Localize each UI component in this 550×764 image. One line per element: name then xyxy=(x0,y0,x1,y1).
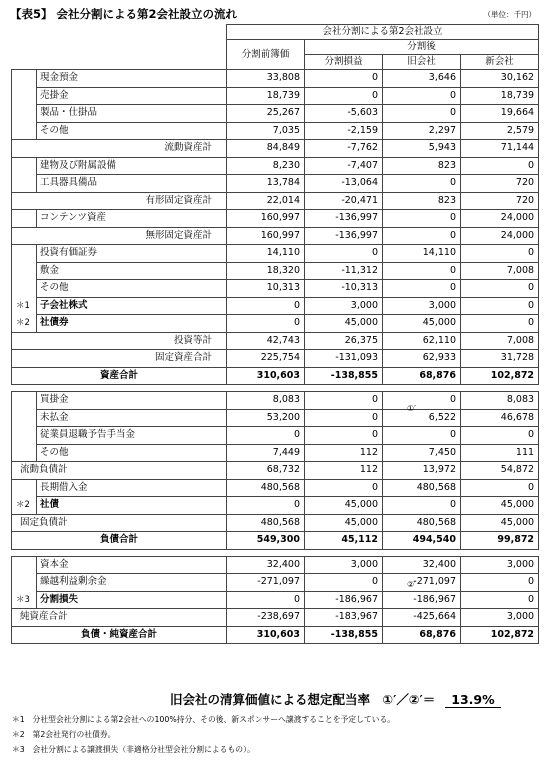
row-label: 現金預金 xyxy=(37,70,227,88)
row-value: 310,603 xyxy=(227,367,305,385)
row-value: 0 xyxy=(461,427,539,445)
row-mark: ＊3 xyxy=(12,591,37,609)
row-label: 未払金 xyxy=(37,409,227,427)
row-value: -20,471 xyxy=(305,192,383,210)
row-value: -136,997 xyxy=(305,210,383,228)
table-row xyxy=(12,227,539,245)
row-value: 3,000 xyxy=(305,556,383,574)
table-row xyxy=(12,122,539,140)
row-value: 8,083 xyxy=(227,392,305,410)
row-value: 0 xyxy=(383,227,461,245)
row-label: 固定資産合計 xyxy=(12,350,227,368)
table-row xyxy=(12,262,539,280)
row-value: 3,000 xyxy=(383,297,461,315)
row-value: 53,200 xyxy=(227,409,305,427)
row-value: 0 xyxy=(383,497,461,515)
row-label: その他 xyxy=(37,444,227,462)
section-gap xyxy=(12,549,539,556)
row-value: -238,697 xyxy=(227,609,305,627)
row-value: 0 xyxy=(227,497,305,515)
row-label: 流動負債計 xyxy=(12,462,227,480)
row-label: 固定負債計 xyxy=(12,514,227,532)
row-value: 0 xyxy=(383,105,461,123)
row-value: 45,112 xyxy=(305,532,383,550)
row-value: 0 xyxy=(461,157,539,175)
row-value: 111 xyxy=(461,444,539,462)
row-label: 繰越利益剰余金 xyxy=(37,574,227,592)
table-row xyxy=(12,532,539,550)
row-value: -183,967 xyxy=(305,609,383,627)
row-mark: ＊2 xyxy=(12,497,37,515)
row-label: 負債・純資産合計 xyxy=(12,626,227,644)
row-value: 62,110 xyxy=(383,332,461,350)
row-label: 製品・仕掛品 xyxy=(37,105,227,123)
row-value: 24,000 xyxy=(461,210,539,228)
row-value: 45,000 xyxy=(461,514,539,532)
balance-sheet-table xyxy=(11,24,539,644)
row-mark xyxy=(12,105,37,123)
table-row xyxy=(12,140,539,158)
table-row xyxy=(12,626,539,644)
row-mark xyxy=(12,444,37,462)
row-mark xyxy=(12,427,37,445)
row-value: 45,000 xyxy=(305,315,383,333)
row-value: 7,035 xyxy=(227,122,305,140)
row-value: 310,603 xyxy=(227,626,305,644)
circle-mark-1: ①′ xyxy=(407,404,416,413)
row-value: 10,313 xyxy=(227,280,305,298)
row-mark xyxy=(12,280,37,298)
table-row xyxy=(12,297,539,315)
table-row xyxy=(12,409,539,427)
row-value: 42,743 xyxy=(227,332,305,350)
row-value: 0 xyxy=(383,210,461,228)
row-value: 0 xyxy=(305,479,383,497)
row-label: 負債合計 xyxy=(12,532,227,550)
footnotes xyxy=(12,712,395,757)
table-row xyxy=(12,280,539,298)
row-value: 68,876 xyxy=(383,626,461,644)
row-value: -138,855 xyxy=(305,367,383,385)
row-value: -2,159 xyxy=(305,122,383,140)
row-value: 720 xyxy=(461,175,539,193)
row-label: 社債券 xyxy=(37,315,227,333)
table-row xyxy=(12,556,539,574)
row-value: 13,784 xyxy=(227,175,305,193)
table-row xyxy=(12,175,539,193)
table-row xyxy=(12,591,539,609)
table-row xyxy=(12,350,539,368)
row-value: -131,093 xyxy=(305,350,383,368)
row-value: 0 xyxy=(227,297,305,315)
row-value: 102,872 xyxy=(461,626,539,644)
row-label: 資産合計 xyxy=(12,367,227,385)
table-row xyxy=(12,210,539,228)
header-new: 新会社 xyxy=(461,55,539,70)
row-value: -138,855 xyxy=(305,626,383,644)
row-value: 22,014 xyxy=(227,192,305,210)
row-value: 68,732 xyxy=(227,462,305,480)
row-value: 0 xyxy=(305,427,383,445)
table-row xyxy=(12,574,539,592)
row-label: コンテンツ資産 xyxy=(37,210,227,228)
row-value: -7,762 xyxy=(305,140,383,158)
row-value: 3,000 xyxy=(461,556,539,574)
row-label: 社債 xyxy=(37,497,227,515)
table-row xyxy=(12,367,539,385)
summary-line xyxy=(170,690,501,708)
section-gap xyxy=(12,385,539,392)
row-mark xyxy=(12,210,37,228)
row-value: -425,664 xyxy=(383,609,461,627)
row-mark xyxy=(12,175,37,193)
row-value: 160,997 xyxy=(227,210,305,228)
row-value: 0 xyxy=(461,280,539,298)
header-group: 会社分割による第2会社設立 xyxy=(227,25,539,40)
row-value: 7,449 xyxy=(227,444,305,462)
row-value: -186,967 xyxy=(305,591,383,609)
row-value: 0 xyxy=(383,87,461,105)
row-mark xyxy=(12,70,37,88)
table-row xyxy=(12,87,539,105)
row-value: 68,876 xyxy=(383,367,461,385)
row-value: 32,400 xyxy=(227,556,305,574)
row-value: 0 xyxy=(305,70,383,88)
row-value: 0 xyxy=(461,574,539,592)
row-value: 8,230 xyxy=(227,157,305,175)
table-row xyxy=(12,497,539,515)
row-mark xyxy=(12,556,37,574)
row-value: 6,522 xyxy=(383,409,461,427)
row-value: 0 xyxy=(305,392,383,410)
table-title: 【表5】 会社分割による第2会社設立の流れ xyxy=(10,7,238,21)
row-value: 3,646 xyxy=(383,70,461,88)
row-value: -13,064 xyxy=(305,175,383,193)
circle-mark-2: ②′ xyxy=(407,580,416,589)
row-label: 有形固定資産計 xyxy=(12,192,227,210)
table-row xyxy=(12,70,539,88)
row-value: 3,000 xyxy=(461,609,539,627)
header-after: 分割後 xyxy=(305,40,539,55)
row-value: 0 xyxy=(305,574,383,592)
row-value: 0 xyxy=(461,245,539,263)
table-row xyxy=(12,192,539,210)
row-value: -10,313 xyxy=(305,280,383,298)
footnote-3: ＊3 会社分割による譲渡損失（非適格分社型会社分割によるもの）。 xyxy=(12,745,255,754)
row-label: 売掛金 xyxy=(37,87,227,105)
table-row xyxy=(12,609,539,627)
row-value: 54,872 xyxy=(461,462,539,480)
row-label: 敷金 xyxy=(37,262,227,280)
table-row xyxy=(12,157,539,175)
row-value: 549,300 xyxy=(227,532,305,550)
row-value: 84,849 xyxy=(227,140,305,158)
summary-label: 旧会社の清算価値による想定配当率 ①′／②′＝ xyxy=(170,692,436,707)
row-label: 買掛金 xyxy=(37,392,227,410)
row-value: 720 xyxy=(461,192,539,210)
row-label: その他 xyxy=(37,122,227,140)
row-value: 14,110 xyxy=(227,245,305,263)
row-label: 無形固定資産計 xyxy=(12,227,227,245)
row-mark xyxy=(12,122,37,140)
row-mark: ＊1 xyxy=(12,297,37,315)
row-value: 26,375 xyxy=(305,332,383,350)
row-value: 19,664 xyxy=(461,105,539,123)
row-label: 工具器具備品 xyxy=(37,175,227,193)
row-value: 0 xyxy=(461,297,539,315)
row-label: 投資有価証券 xyxy=(37,245,227,263)
row-value: 24,000 xyxy=(461,227,539,245)
table-row xyxy=(12,479,539,497)
row-value: 0 xyxy=(305,87,383,105)
row-mark xyxy=(12,245,37,263)
row-value: -7,407 xyxy=(305,157,383,175)
row-value: 0 xyxy=(383,262,461,280)
row-label: 従業員退職予告手当金 xyxy=(37,427,227,445)
table-row xyxy=(12,245,539,263)
row-value: 225,754 xyxy=(227,350,305,368)
row-value: 0 xyxy=(227,427,305,445)
row-value: 0 xyxy=(383,175,461,193)
row-value: 45,000 xyxy=(305,497,383,515)
row-label: 建物及び附属設備 xyxy=(37,157,227,175)
row-value: 7,008 xyxy=(461,332,539,350)
row-value: -5,603 xyxy=(305,105,383,123)
row-mark xyxy=(12,87,37,105)
table-row xyxy=(12,427,539,445)
row-value: 823 xyxy=(383,157,461,175)
row-mark xyxy=(12,479,37,497)
row-value: 99,872 xyxy=(461,532,539,550)
table-row xyxy=(12,332,539,350)
row-value: 62,933 xyxy=(383,350,461,368)
table-row xyxy=(12,105,539,123)
header-old: 旧会社 xyxy=(383,55,461,70)
row-value: 0 xyxy=(461,315,539,333)
row-value: 2,297 xyxy=(383,122,461,140)
footnote-1: ＊1 分社型会社分割による第2会社への100%持分、その後、新スポンサーへ譲渡することを予定している。 xyxy=(12,715,396,724)
row-value: 0 xyxy=(227,591,305,609)
row-value: 0 xyxy=(227,315,305,333)
row-value: 102,872 xyxy=(461,367,539,385)
row-value: 45,000 xyxy=(461,497,539,515)
row-value: 71,144 xyxy=(461,140,539,158)
row-mark xyxy=(12,409,37,427)
row-label: 分割損失 xyxy=(37,591,227,609)
row-label: 資本金 xyxy=(37,556,227,574)
row-label: その他 xyxy=(37,280,227,298)
unit-label: （単位：千円） xyxy=(483,10,536,19)
row-value: -186,967 xyxy=(383,591,461,609)
row-label: 子会社株式 xyxy=(37,297,227,315)
row-value: 0 xyxy=(461,591,539,609)
table-row xyxy=(12,392,539,410)
row-value: 0 xyxy=(305,409,383,427)
row-value: 25,267 xyxy=(227,105,305,123)
summary-value: 13.9% xyxy=(445,692,500,708)
row-label: 流動資産計 xyxy=(12,140,227,158)
row-value: 45,000 xyxy=(305,514,383,532)
table-row xyxy=(12,462,539,480)
header-diff: 分割損益 xyxy=(305,55,383,70)
row-mark xyxy=(12,157,37,175)
row-value: 18,739 xyxy=(461,87,539,105)
table-row xyxy=(12,514,539,532)
header-before: 分割前簿価 xyxy=(227,40,305,70)
row-value: 480,568 xyxy=(227,479,305,497)
row-value: 480,568 xyxy=(227,514,305,532)
row-value: 0 xyxy=(383,427,461,445)
row-label: 投資等計 xyxy=(12,332,227,350)
row-value: 46,678 xyxy=(461,409,539,427)
row-value: 31,728 xyxy=(461,350,539,368)
row-value: -11,312 xyxy=(305,262,383,280)
row-value: 14,110 xyxy=(383,245,461,263)
row-mark xyxy=(12,574,37,592)
row-value: 0 xyxy=(461,479,539,497)
row-value: 7,450 xyxy=(383,444,461,462)
row-value: 3,000 xyxy=(305,297,383,315)
row-value: 0 xyxy=(383,280,461,298)
row-mark: ＊2 xyxy=(12,315,37,333)
row-label: 長期借入金 xyxy=(37,479,227,497)
table-row xyxy=(12,315,539,333)
row-value: -271,097 xyxy=(383,574,461,592)
row-value: -136,997 xyxy=(305,227,383,245)
row-value: 33,808 xyxy=(227,70,305,88)
row-value: 480,568 xyxy=(383,479,461,497)
row-value: 0 xyxy=(383,392,461,410)
row-value: 0 xyxy=(305,245,383,263)
header-blank xyxy=(12,25,227,70)
row-value: 112 xyxy=(305,444,383,462)
row-value: 8,083 xyxy=(461,392,539,410)
row-value: 480,568 xyxy=(383,514,461,532)
row-value: 160,997 xyxy=(227,227,305,245)
row-value: 30,162 xyxy=(461,70,539,88)
row-value: 18,739 xyxy=(227,87,305,105)
row-value: 494,540 xyxy=(383,532,461,550)
row-value: 18,320 xyxy=(227,262,305,280)
row-mark xyxy=(12,262,37,280)
row-label: 純資産合計 xyxy=(12,609,227,627)
row-value: 5,943 xyxy=(383,140,461,158)
row-value: 7,008 xyxy=(461,262,539,280)
row-value: 112 xyxy=(305,462,383,480)
row-value: 2,579 xyxy=(461,122,539,140)
row-value: 45,000 xyxy=(383,315,461,333)
row-value: -271,097 xyxy=(227,574,305,592)
row-value: 13,972 xyxy=(383,462,461,480)
row-mark xyxy=(12,392,37,410)
row-value: 32,400 xyxy=(383,556,461,574)
row-value: 823 xyxy=(383,192,461,210)
footnote-2: ＊2 第2会社発行の社債券。 xyxy=(12,730,116,739)
table-row xyxy=(12,444,539,462)
